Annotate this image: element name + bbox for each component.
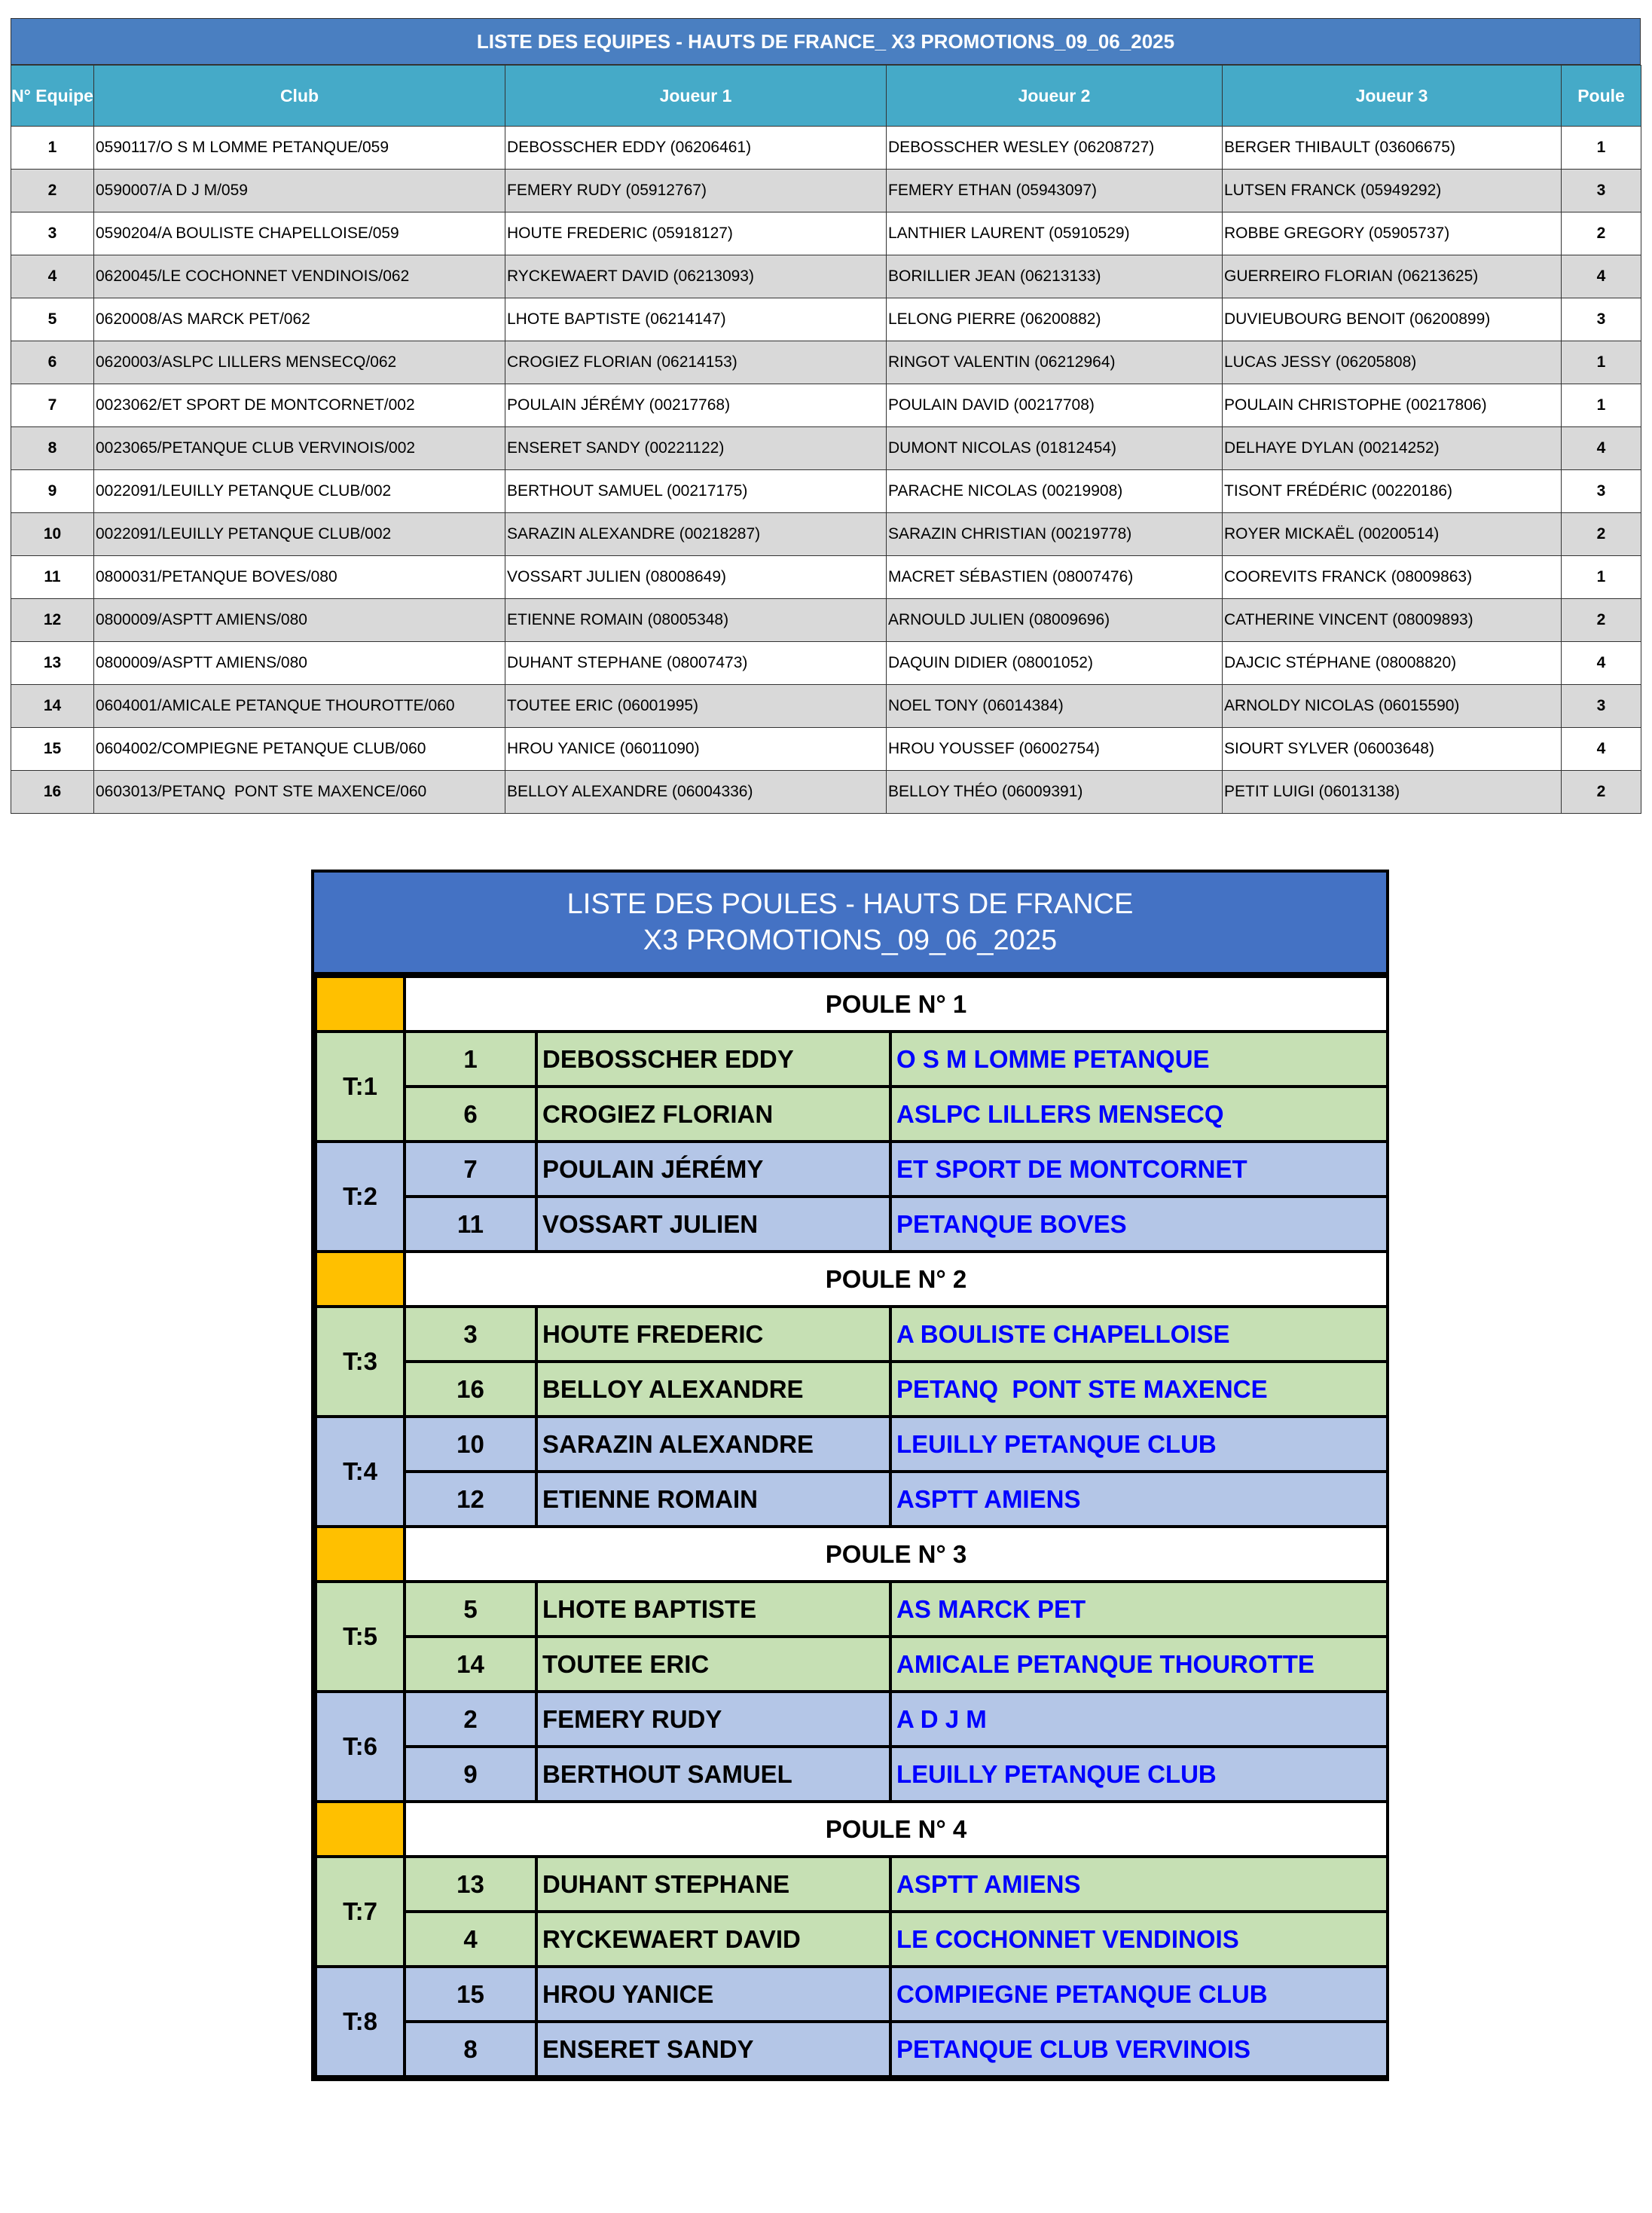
team-pool: 1 xyxy=(1562,384,1641,427)
team-player-3: DELHAYE DYLAN (00214252) xyxy=(1223,427,1562,470)
pool-team-row xyxy=(316,1967,1388,2022)
team-number: 1 xyxy=(405,1032,536,1087)
player-name: DEBOSSCHER EDDY xyxy=(536,1032,890,1087)
pool-marker xyxy=(316,1252,405,1307)
team-list-title: LISTE DES EQUIPES - HAUTS DE FRANCE_ X3 PROMOTIONS_09_06_2025 xyxy=(11,18,1641,65)
team-player-3: LUTSEN FRANCK (05949292) xyxy=(1223,170,1562,212)
team-table-header xyxy=(11,66,1641,127)
player-name: CROGIEZ FLORIAN xyxy=(536,1087,890,1142)
team-num: 16 xyxy=(11,771,94,814)
team-player-2: FEMERY ETHAN (05943097) xyxy=(887,170,1223,212)
team-club: 0022091/LEUILLY PETANQUE CLUB/002 xyxy=(94,470,505,513)
team-player-3: COOREVITS FRANCK (08009863) xyxy=(1223,556,1562,599)
team-row xyxy=(11,298,1641,341)
team-row xyxy=(11,341,1641,384)
pool-header-row xyxy=(316,1527,1388,1582)
team-num: 1 xyxy=(11,127,94,170)
team-number: 11 xyxy=(405,1197,536,1252)
player-name: DUHANT STEPHANE xyxy=(536,1857,890,1912)
team-row xyxy=(11,771,1641,814)
team-row xyxy=(11,556,1641,599)
team-club: 0604001/AMICALE PETANQUE THOUROTTE/060 xyxy=(94,685,505,728)
team-number: 8 xyxy=(405,2022,536,2077)
pool-header-row xyxy=(316,977,1388,1032)
team-number: 5 xyxy=(405,1582,536,1637)
club-name: AS MARCK PET xyxy=(890,1582,1388,1637)
team-player-2: MACRET SÉBASTIEN (08007476) xyxy=(887,556,1223,599)
team-number: 16 xyxy=(405,1362,536,1417)
team-player-3: POULAIN CHRISTOPHE (00217806) xyxy=(1223,384,1562,427)
team-pool: 3 xyxy=(1562,685,1641,728)
player-name: LHOTE BAPTISTE xyxy=(536,1582,890,1637)
team-player-2: DAQUIN DIDIER (08001052) xyxy=(887,642,1223,685)
pool-team-row xyxy=(316,1197,1388,1252)
team-player-1: HOUTE FREDERIC (05918127) xyxy=(505,212,887,255)
team-pool: 1 xyxy=(1562,556,1641,599)
terrain-label: T:8 xyxy=(316,1967,405,2077)
team-player-1: DUHANT STEPHANE (08007473) xyxy=(505,642,887,685)
terrain-label: T:2 xyxy=(316,1142,405,1252)
team-num: 7 xyxy=(11,384,94,427)
team-club: 0590007/A D J M/059 xyxy=(94,170,505,212)
team-num: 15 xyxy=(11,728,94,771)
team-player-1: VOSSART JULIEN (08008649) xyxy=(505,556,887,599)
team-num: 11 xyxy=(11,556,94,599)
team-player-1: TOUTEE ERIC (06001995) xyxy=(505,685,887,728)
pool-team-row xyxy=(316,1417,1388,1472)
player-name: BELLOY ALEXANDRE xyxy=(536,1362,890,1417)
team-row xyxy=(11,599,1641,642)
terrain-label: T:1 xyxy=(316,1032,405,1142)
club-name: A D J M xyxy=(890,1692,1388,1747)
header-club: Club xyxy=(94,66,505,127)
team-club: 0800031/PETANQUE BOVES/080 xyxy=(94,556,505,599)
player-name: HOUTE FREDERIC xyxy=(536,1307,890,1362)
pool-team-row xyxy=(316,1362,1388,1417)
team-pool: 2 xyxy=(1562,212,1641,255)
team-player-2: LANTHIER LAURENT (05910529) xyxy=(887,212,1223,255)
club-name: ET SPORT DE MONTCORNET xyxy=(890,1142,1388,1197)
team-number: 9 xyxy=(405,1747,536,1802)
team-player-2: RINGOT VALENTIN (06212964) xyxy=(887,341,1223,384)
team-club: 0604002/COMPIEGNE PETANQUE CLUB/060 xyxy=(94,728,505,771)
team-row xyxy=(11,127,1641,170)
terrain-label: T:6 xyxy=(316,1692,405,1802)
pool-title-line-2: X3 PROMOTIONS_09_06_2025 xyxy=(643,925,1058,956)
player-name: ETIENNE ROMAIN xyxy=(536,1472,890,1527)
team-num: 13 xyxy=(11,642,94,685)
team-row xyxy=(11,513,1641,556)
team-club: 0023062/ET SPORT DE MONTCORNET/002 xyxy=(94,384,505,427)
team-number: 14 xyxy=(405,1637,536,1692)
team-number: 15 xyxy=(405,1967,536,2022)
team-num: 3 xyxy=(11,212,94,255)
pool-team-row xyxy=(316,1307,1388,1362)
pool-header-row xyxy=(316,1252,1388,1307)
team-number: 3 xyxy=(405,1307,536,1362)
team-pool: 4 xyxy=(1562,255,1641,298)
player-name: HROU YANICE xyxy=(536,1967,890,2022)
team-row xyxy=(11,212,1641,255)
team-pool: 3 xyxy=(1562,170,1641,212)
team-club: 0800009/ASPTT AMIENS/080 xyxy=(94,642,505,685)
team-pool: 1 xyxy=(1562,127,1641,170)
team-player-1: ENSERET SANDY (00221122) xyxy=(505,427,887,470)
team-number: 4 xyxy=(405,1912,536,1967)
team-row xyxy=(11,170,1641,212)
team-pool: 3 xyxy=(1562,470,1641,513)
team-num: 2 xyxy=(11,170,94,212)
team-player-1: RYCKEWAERT DAVID (06213093) xyxy=(505,255,887,298)
team-player-3: BERGER THIBAULT (03606675) xyxy=(1223,127,1562,170)
club-name: PETANQUE BOVES xyxy=(890,1197,1388,1252)
pool-header-row xyxy=(316,1802,1388,1857)
player-name: TOUTEE ERIC xyxy=(536,1637,890,1692)
team-player-1: ETIENNE ROMAIN (08005348) xyxy=(505,599,887,642)
team-player-1: HROU YANICE (06011090) xyxy=(505,728,887,771)
terrain-label: T:5 xyxy=(316,1582,405,1692)
team-player-1: BELLOY ALEXANDRE (06004336) xyxy=(505,771,887,814)
team-num: 10 xyxy=(11,513,94,556)
team-player-2: BORILLIER JEAN (06213133) xyxy=(887,255,1223,298)
club-name: A BOULISTE CHAPELLOISE xyxy=(890,1307,1388,1362)
team-club: 0590117/O S M LOMME PETANQUE/059 xyxy=(94,127,505,170)
pool-table xyxy=(314,975,1389,2078)
team-number: 2 xyxy=(405,1692,536,1747)
club-name: ASPTT AMIENS xyxy=(890,1857,1388,1912)
team-row xyxy=(11,642,1641,685)
team-player-1: BERTHOUT SAMUEL (00217175) xyxy=(505,470,887,513)
header-pool: Poule xyxy=(1562,66,1641,127)
team-player-2: NOEL TONY (06014384) xyxy=(887,685,1223,728)
team-player-2: DEBOSSCHER WESLEY (06208727) xyxy=(887,127,1223,170)
player-name: SARAZIN ALEXANDRE xyxy=(536,1417,890,1472)
team-num: 5 xyxy=(11,298,94,341)
club-name: PETANQ PONT STE MAXENCE xyxy=(890,1362,1388,1417)
team-pool: 4 xyxy=(1562,728,1641,771)
terrain-label: T:3 xyxy=(316,1307,405,1417)
team-player-2: POULAIN DAVID (00217708) xyxy=(887,384,1223,427)
pool-name: POULE N° 3 xyxy=(405,1527,1388,1582)
team-player-2: BELLOY THÉO (06009391) xyxy=(887,771,1223,814)
team-player-3: DAJCIC STÉPHANE (08008820) xyxy=(1223,642,1562,685)
team-row xyxy=(11,384,1641,427)
team-pool: 2 xyxy=(1562,771,1641,814)
team-club: 0620045/LE COCHONNET VENDINOIS/062 xyxy=(94,255,505,298)
team-club: 0023065/PETANQUE CLUB VERVINOIS/002 xyxy=(94,427,505,470)
pool-name: POULE N° 4 xyxy=(405,1802,1388,1857)
pool-marker xyxy=(316,977,405,1032)
team-list xyxy=(11,18,1641,814)
team-pool: 4 xyxy=(1562,427,1641,470)
pool-marker xyxy=(316,1527,405,1582)
player-name: RYCKEWAERT DAVID xyxy=(536,1912,890,1967)
team-row xyxy=(11,255,1641,298)
team-pool: 1 xyxy=(1562,341,1641,384)
team-player-2: PARACHE NICOLAS (00219908) xyxy=(887,470,1223,513)
player-name: VOSSART JULIEN xyxy=(536,1197,890,1252)
pool-team-row xyxy=(316,1032,1388,1087)
team-player-1: LHOTE BAPTISTE (06214147) xyxy=(505,298,887,341)
pool-name: POULE N° 2 xyxy=(405,1252,1388,1307)
pool-team-row xyxy=(316,1142,1388,1197)
pool-team-row xyxy=(316,1857,1388,1912)
team-player-1: CROGIEZ FLORIAN (06214153) xyxy=(505,341,887,384)
pool-team-row xyxy=(316,1472,1388,1527)
terrain-label: T:7 xyxy=(316,1857,405,1967)
team-player-3: ROBBE GREGORY (05905737) xyxy=(1223,212,1562,255)
club-name: LEUILLY PETANQUE CLUB xyxy=(890,1747,1388,1802)
team-player-1: SARAZIN ALEXANDRE (00218287) xyxy=(505,513,887,556)
pool-team-row xyxy=(316,1087,1388,1142)
pool-team-row xyxy=(316,1582,1388,1637)
team-player-3: GUERREIRO FLORIAN (06213625) xyxy=(1223,255,1562,298)
club-name: ASPTT AMIENS xyxy=(890,1472,1388,1527)
team-row xyxy=(11,427,1641,470)
club-name: PETANQUE CLUB VERVINOIS xyxy=(890,2022,1388,2077)
club-name: LEUILLY PETANQUE CLUB xyxy=(890,1417,1388,1472)
pool-team-row xyxy=(316,1637,1388,1692)
team-player-1: POULAIN JÉRÉMY (00217768) xyxy=(505,384,887,427)
header-num: N° Equipe xyxy=(11,66,94,127)
team-table xyxy=(11,65,1641,814)
team-player-2: HROU YOUSSEF (06002754) xyxy=(887,728,1223,771)
team-num: 12 xyxy=(11,599,94,642)
team-player-2: ARNOULD JULIEN (08009696) xyxy=(887,599,1223,642)
pool-team-row xyxy=(316,2022,1388,2077)
pool-team-row xyxy=(316,1692,1388,1747)
team-num: 6 xyxy=(11,341,94,384)
team-pool: 4 xyxy=(1562,642,1641,685)
club-name: ASLPC LILLERS MENSECQ xyxy=(890,1087,1388,1142)
team-club: 0800009/ASPTT AMIENS/080 xyxy=(94,599,505,642)
team-pool: 2 xyxy=(1562,599,1641,642)
team-row xyxy=(11,728,1641,771)
team-pool: 2 xyxy=(1562,513,1641,556)
team-club: 0620008/AS MARCK PET/062 xyxy=(94,298,505,341)
team-number: 6 xyxy=(405,1087,536,1142)
pool-team-row xyxy=(316,1747,1388,1802)
header-player-2: Joueur 2 xyxy=(887,66,1223,127)
player-name: POULAIN JÉRÉMY xyxy=(536,1142,890,1197)
team-player-1: DEBOSSCHER EDDY (06206461) xyxy=(505,127,887,170)
club-name: O S M LOMME PETANQUE xyxy=(890,1032,1388,1087)
club-name: LE COCHONNET VENDINOIS xyxy=(890,1912,1388,1967)
club-name: COMPIEGNE PETANQUE CLUB xyxy=(890,1967,1388,2022)
pool-marker xyxy=(316,1802,405,1857)
team-number: 7 xyxy=(405,1142,536,1197)
player-name: ENSERET SANDY xyxy=(536,2022,890,2077)
pool-list xyxy=(311,870,1389,2081)
team-num: 4 xyxy=(11,255,94,298)
team-player-1: FEMERY RUDY (05912767) xyxy=(505,170,887,212)
team-player-3: CATHERINE VINCENT (08009893) xyxy=(1223,599,1562,642)
pool-team-row xyxy=(316,1912,1388,1967)
player-name: FEMERY RUDY xyxy=(536,1692,890,1747)
team-club: 0022091/LEUILLY PETANQUE CLUB/002 xyxy=(94,513,505,556)
team-player-2: DUMONT NICOLAS (01812454) xyxy=(887,427,1223,470)
team-player-2: SARAZIN CHRISTIAN (00219778) xyxy=(887,513,1223,556)
pool-title-line-1: LISTE DES POULES - HAUTS DE FRANCE xyxy=(566,888,1134,920)
team-club: 0620003/ASLPC LILLERS MENSECQ/062 xyxy=(94,341,505,384)
team-player-3: SIOURT SYLVER (06003648) xyxy=(1223,728,1562,771)
header-player-1: Joueur 1 xyxy=(505,66,887,127)
team-num: 9 xyxy=(11,470,94,513)
team-num: 14 xyxy=(11,685,94,728)
player-name: BERTHOUT SAMUEL xyxy=(536,1747,890,1802)
terrain-label: T:4 xyxy=(316,1417,405,1527)
team-number: 13 xyxy=(405,1857,536,1912)
team-player-3: DUVIEUBOURG BENOIT (06200899) xyxy=(1223,298,1562,341)
club-name: AMICALE PETANQUE THOUROTTE xyxy=(890,1637,1388,1692)
team-player-3: ARNOLDY NICOLAS (06015590) xyxy=(1223,685,1562,728)
team-number: 10 xyxy=(405,1417,536,1472)
team-player-3: ROYER MICKAËL (00200514) xyxy=(1223,513,1562,556)
team-num: 8 xyxy=(11,427,94,470)
team-row xyxy=(11,685,1641,728)
header-player-3: Joueur 3 xyxy=(1223,66,1562,127)
team-player-3: LUCAS JESSY (06205808) xyxy=(1223,341,1562,384)
pool-list-title xyxy=(314,873,1386,975)
pool-name: POULE N° 1 xyxy=(405,977,1388,1032)
team-player-3: TISONT FRÉDÉRIC (00220186) xyxy=(1223,470,1562,513)
team-number: 12 xyxy=(405,1472,536,1527)
team-pool: 3 xyxy=(1562,298,1641,341)
team-player-2: LELONG PIERRE (06200882) xyxy=(887,298,1223,341)
team-row xyxy=(11,470,1641,513)
team-player-3: PETIT LUIGI (06013138) xyxy=(1223,771,1562,814)
team-club: 0603013/PETANQ PONT STE MAXENCE/060 xyxy=(94,771,505,814)
team-club: 0590204/A BOULISTE CHAPELLOISE/059 xyxy=(94,212,505,255)
